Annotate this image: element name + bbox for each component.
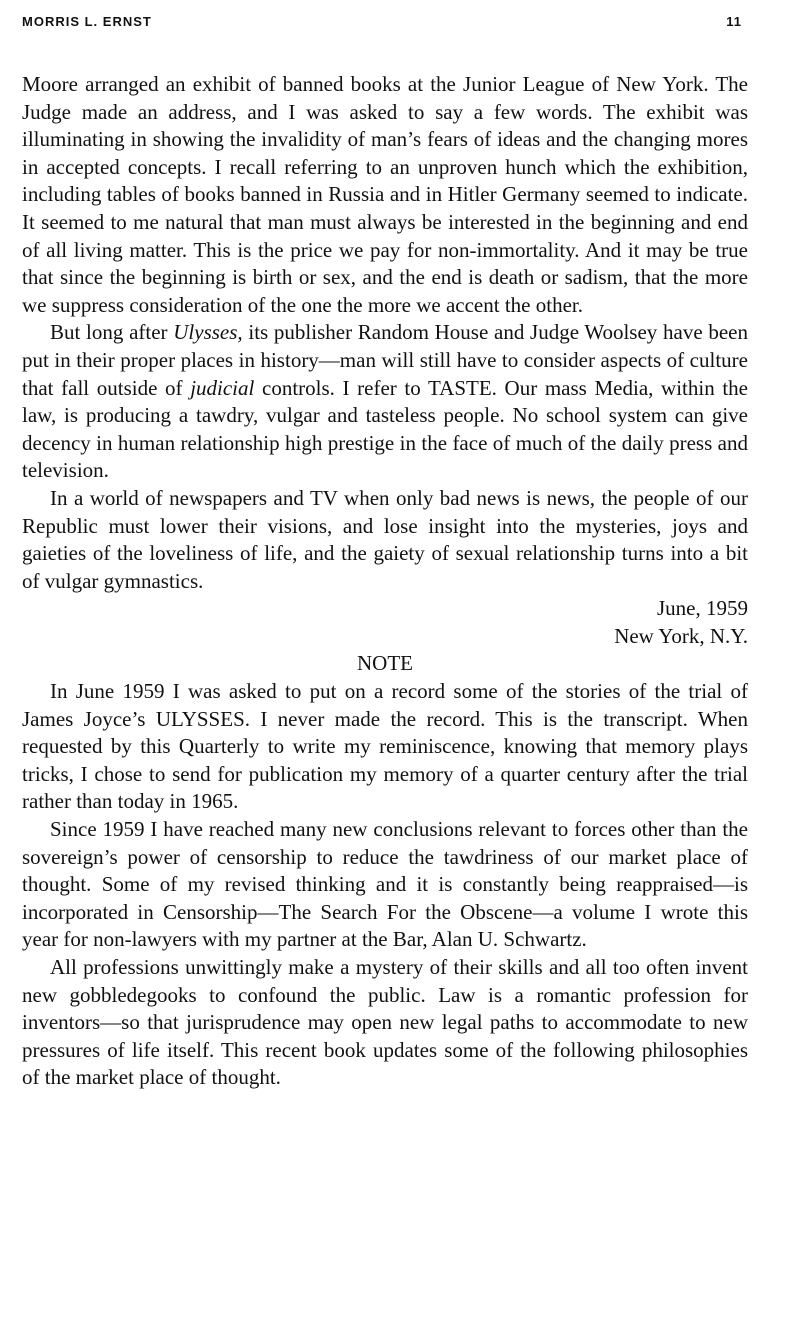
paragraph-1: Moore arranged an exhibit of banned books at the Junior League of New York. The Judge made an address, and I was asked to say a few words. The exhibit was illuminating in showing the invalidity of man’s fears of ideas and the changing mores in accepted concepts. I recall referring to an unproven hunch which the exhibition, including tables of books banned in Russia and in Hitler Germany seemed to indicate. It seemed to me natural that man must always be interested in the beginning and end of all living matter. This is the price we pay for non-immortality. And it may be true that since the beginning is birth or sex, and the end is death or sadism, that the more we suppress consideration of the one the more we accent the other. (22, 72, 748, 317)
note-paragraph-2: Since 1959 I have reached many new conclusions relevant to forces other than the sovereign’s power of censorship to reduce the tawdriness of our market place of thought. Some of my revised thinking and it is constantly being reappraised—is incorporated in Censorship—The Search For the Obscene—a volume I wrote this year for non-lawyers with my partner at the Bar, Alan U. Schwartz. (22, 817, 748, 952)
paragraph-2-text-c: controls. I refer to TASTE. Our mass Media, within the law, is producing a tawdry, vulgar and tasteless people. No school system can give decency in human relationship high prestige in the face of much of the daily press and television. (22, 375, 748, 483)
paragraph-2-text-b: its publisher Random House and Judge Woolsey have been put in their proper places in history—man will still have to consider aspects of culture that fall outside of (22, 320, 748, 400)
ulysses-italic: Ulysses, (173, 320, 243, 345)
note-heading: NOTE (357, 651, 413, 676)
paragraph-2 (22, 319, 748, 485)
body-text (22, 71, 748, 1092)
running-header (22, 14, 742, 36)
dateline-date: June, 1959 (657, 596, 748, 621)
note-paragraph-1: In June 1959 I was asked to put on a record some of the stories of the trial of James Joyce’s ULYSSES. I never made the record. This is the transcript. When requested by this Quarterly to write my reminiscence, knowing that memory plays tricks, I chose to send for publication my memory of a quarter century after the trial rather than today in 1965. (22, 679, 748, 814)
note-paragraph-3: All professions unwittingly make a mystery of their skills and all too often invent new gobbledegooks to confound the public. Law is a romantic profession for inventors—so that jurisprudence may open new legal paths to accommodate to new pressures of life itself. This recent book updates some of the following philosophies of the market place of thought. (22, 955, 748, 1090)
paragraph-3: In a world of newspapers and TV when only bad news is news, the people of our Republic must lower their visions, and lose insight into the mysteries, joys and gaieties of the loveliness of life, and the gaiety of sexual relationship turns into a bit of vulgar gymnastics. (22, 485, 748, 593)
running-head-author: MORRIS L. ERNST (22, 14, 152, 29)
page-number: 11 (726, 14, 742, 29)
dateline-place: New York, N.Y. (614, 623, 748, 648)
judicial-italic: judicial (190, 375, 255, 400)
paragraph-2-text-a: But long after (50, 320, 174, 345)
